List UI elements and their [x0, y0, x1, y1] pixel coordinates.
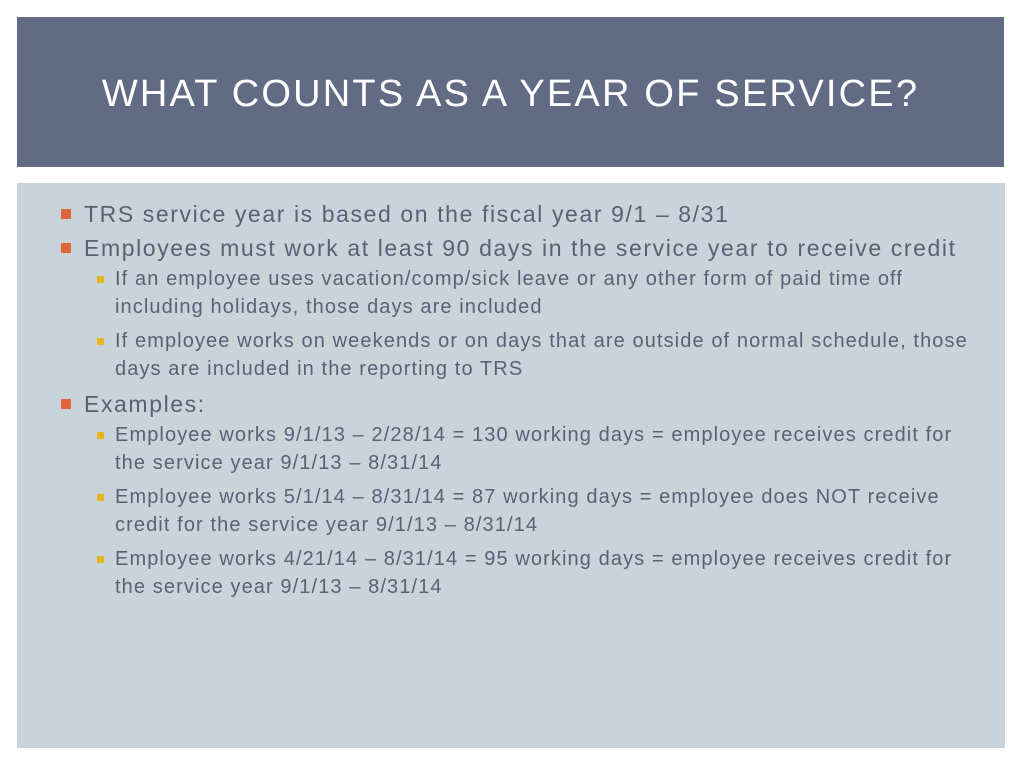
sub-bullet-square-icon	[97, 276, 104, 283]
sub-bullet-text: If employee works on weekends or on days that are outside of normal schedule, those days are included in the reporting to TRS	[115, 330, 968, 380]
bullet-list	[61, 199, 981, 607]
sub-bullet-text: Employee works 9/1/13 – 2/28/14 = 130 working days = employee receives credit for the service year 9/1/13 – 8/31/14	[115, 424, 953, 474]
sub-bullet-square-icon	[97, 432, 104, 439]
title-bar	[17, 17, 1004, 167]
bullet-item	[61, 199, 981, 229]
content-box	[17, 183, 1005, 748]
sub-bullet-item	[84, 483, 981, 539]
bullet-square-icon	[61, 209, 71, 219]
sub-bullet-item	[84, 265, 981, 321]
bullet-item	[61, 389, 981, 601]
sub-bullet-square-icon	[97, 338, 104, 345]
bullet-item	[61, 233, 981, 383]
sub-bullet-item	[84, 421, 981, 477]
sub-bullet-square-icon	[97, 556, 104, 563]
slide-title: WHAT COUNTS AS A YEAR OF SERVICE?	[101, 72, 920, 115]
bullet-text: Examples:	[84, 391, 206, 417]
sub-bullet-text: If an employee uses vacation/comp/sick leave or any other form of paid time off including holidays, those days are included	[115, 268, 903, 318]
sub-bullet-square-icon	[97, 494, 104, 501]
sub-bullet-list	[84, 421, 981, 601]
bullet-square-icon	[61, 243, 71, 253]
sub-bullet-text: Employee works 5/1/14 – 8/31/14 = 87 working days = employee does NOT receive credit for the service year 9/1/13 – 8/31/14	[115, 486, 940, 536]
sub-bullet-item	[84, 327, 981, 383]
bullet-text: Employees must work at least 90 days in the service year to receive credit	[84, 235, 957, 261]
sub-bullet-item	[84, 545, 981, 601]
sub-bullet-list	[84, 265, 981, 383]
bullet-text: TRS service year is based on the fiscal year 9/1 – 8/31	[84, 201, 730, 227]
bullet-square-icon	[61, 399, 71, 409]
sub-bullet-text: Employee works 4/21/14 – 8/31/14 = 95 working days = employee receives credit for the service year 9/1/13 – 8/31/14	[115, 548, 953, 598]
